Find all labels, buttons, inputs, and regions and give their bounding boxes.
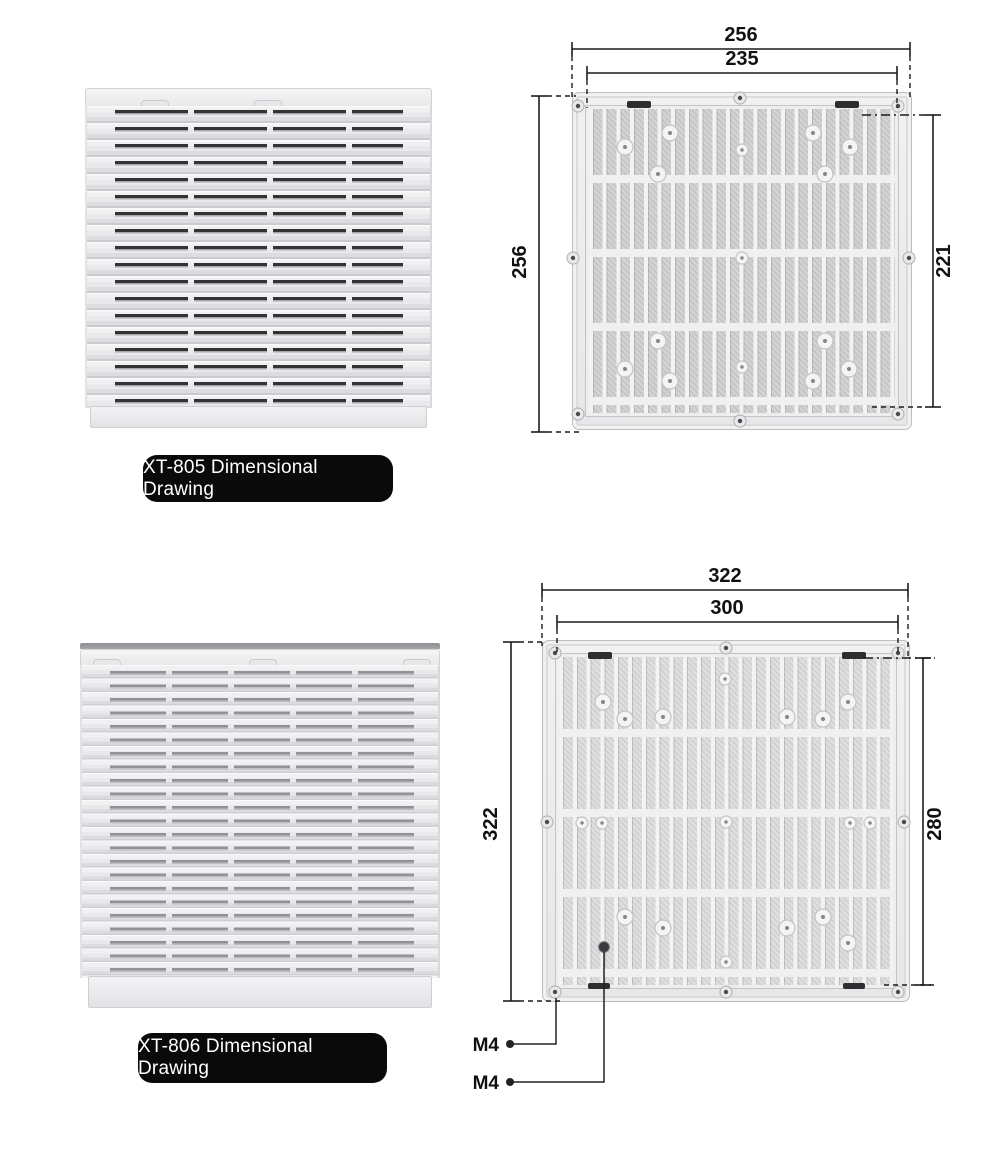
dim-label-806-hole-spacing-height: 280	[924, 807, 946, 841]
latch-slot-icon	[843, 983, 865, 989]
m4-mounting-hole-icon	[599, 942, 610, 953]
boss-icon	[655, 920, 671, 936]
boss-icon	[805, 373, 821, 389]
screw-icon	[892, 408, 904, 420]
xt805-caption-text: XT-805 Dimensional Drawing	[143, 456, 318, 500]
screw-icon	[572, 100, 584, 112]
boss-icon	[844, 817, 856, 829]
xt806-caption-text: XT-806 Dimensional Drawing	[138, 1036, 313, 1079]
boss-icon	[596, 817, 608, 829]
screw-icon	[734, 415, 746, 427]
m4-label-2: M4	[472, 1073, 499, 1094]
screw-icon	[892, 100, 904, 112]
m4-callout-2	[506, 952, 604, 1086]
boss-icon	[720, 816, 732, 828]
boss-icon	[617, 909, 633, 925]
boss-icon	[662, 373, 678, 389]
latch-slot-icon	[588, 983, 610, 989]
screw-icon	[541, 816, 553, 828]
screw-icon	[903, 252, 915, 264]
latch-slot-icon	[842, 652, 866, 659]
boss-icon	[817, 166, 833, 182]
latch-slot-icon	[627, 101, 651, 108]
dim-label-806-outer-height: 322	[480, 807, 502, 841]
boss-icon	[815, 711, 831, 727]
m4-callout-1	[506, 998, 556, 1048]
boss-icon	[617, 711, 633, 727]
m4-label-1: M4	[472, 1035, 499, 1056]
latch-slot-icon	[835, 101, 859, 108]
dim-label-805-hole-spacing-height: 221	[933, 244, 955, 278]
screw-icon	[549, 986, 561, 998]
boss-icon	[840, 935, 856, 951]
leader-dot-icon	[506, 1040, 514, 1048]
leader-dot-icon	[506, 1078, 514, 1086]
screw-icon	[720, 642, 732, 654]
boss-icon	[576, 817, 588, 829]
screw-icon	[734, 92, 746, 104]
boss-icon	[779, 920, 795, 936]
boss-icon	[815, 909, 831, 925]
xt806-grid-bosses	[576, 673, 876, 968]
boss-icon	[841, 361, 857, 377]
boss-icon	[736, 252, 748, 264]
boss-icon	[662, 125, 678, 141]
xt805-grid-bosses	[617, 125, 858, 389]
boss-icon	[595, 694, 611, 710]
screw-icon	[572, 408, 584, 420]
screw-icon	[567, 252, 579, 264]
boss-icon	[736, 144, 748, 156]
dim-label-805-outer-width: 256	[724, 24, 758, 46]
screw-icon	[549, 647, 561, 659]
dim-label-805-filter-width: 235	[725, 48, 759, 70]
boss-icon	[655, 709, 671, 725]
boss-icon	[779, 709, 795, 725]
dim-805-hole-spacing-height	[862, 115, 941, 407]
boss-icon	[617, 361, 633, 377]
boss-icon	[805, 125, 821, 141]
boss-icon	[736, 361, 748, 373]
screw-icon	[720, 986, 732, 998]
screw-icon	[892, 986, 904, 998]
screw-icon	[898, 816, 910, 828]
latch-slot-icon	[588, 652, 612, 659]
dim-label-805-outer-height: 256	[509, 245, 531, 279]
boss-icon	[650, 333, 666, 349]
boss-icon	[720, 956, 732, 968]
boss-icon	[840, 694, 856, 710]
boss-icon	[842, 139, 858, 155]
boss-icon	[719, 673, 731, 685]
dim-label-806-outer-width: 322	[708, 565, 742, 587]
boss-icon	[817, 333, 833, 349]
boss-icon	[864, 817, 876, 829]
boss-icon	[650, 166, 666, 182]
boss-icon	[617, 139, 633, 155]
dim-label-806-filter-width: 300	[710, 597, 744, 619]
